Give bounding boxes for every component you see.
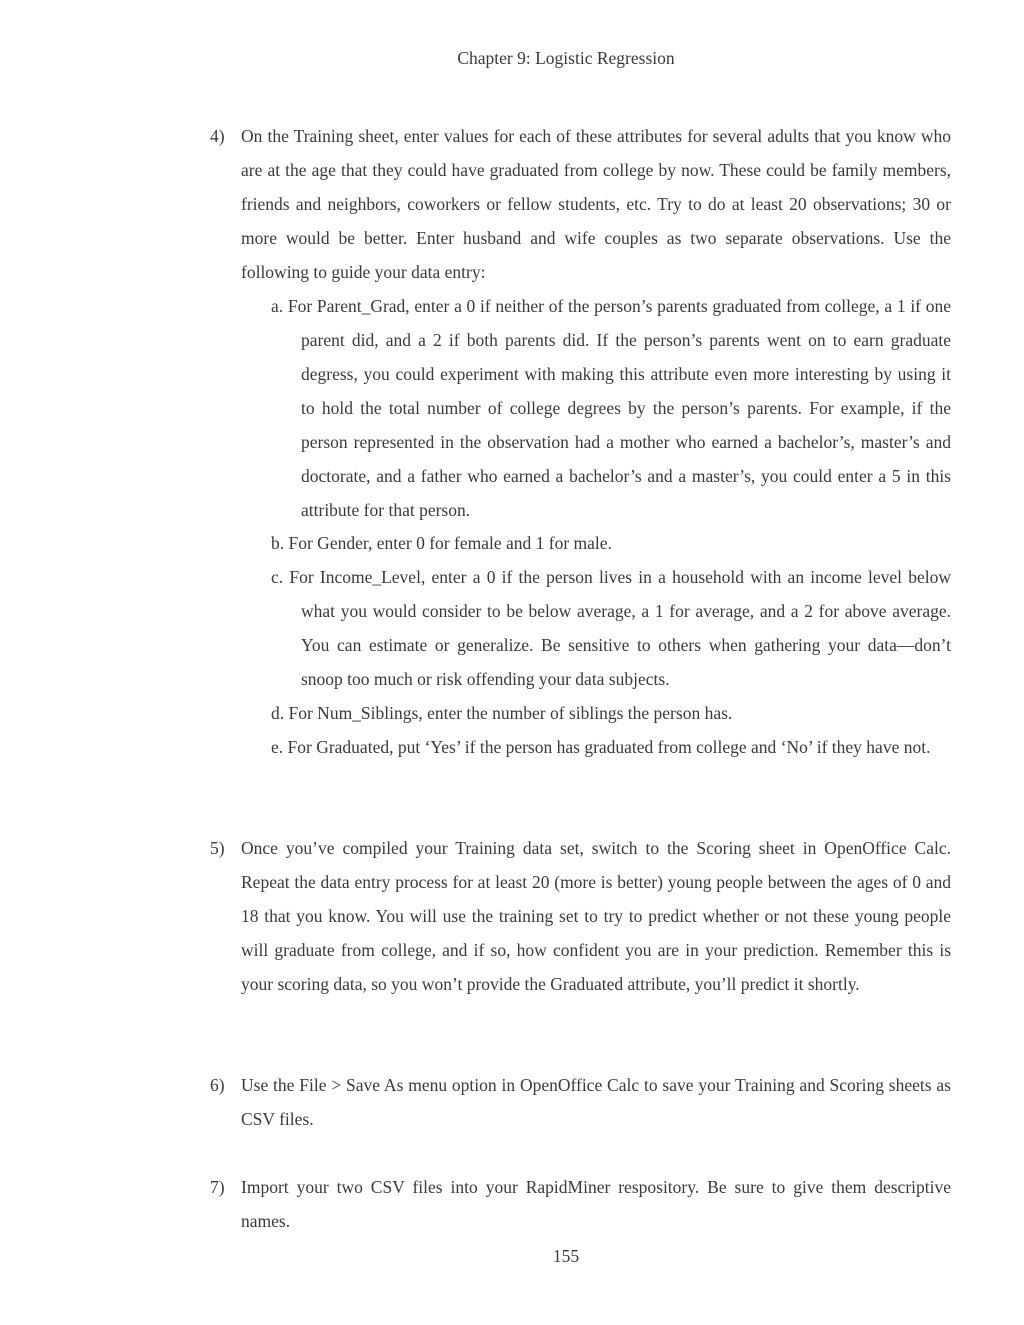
item-7-text: Import your two CSV files into your RapidMiner respository. Be sure to give them descriptive names. <box>241 1177 951 1231</box>
page-number: 155 <box>552 1246 580 1266</box>
item-number: 6) <box>210 1075 225 1095</box>
subitem-b: b. For Gender, enter 0 for female and 1 for male. <box>271 533 612 553</box>
item-6-text: Use the File > Save As menu option in OpenOffice Calc to save your Training and Scoring sheets as CSV files. <box>241 1075 951 1129</box>
running-header: Chapter 9: Logistic Regression <box>457 48 675 68</box>
item-number: 7) <box>210 1177 225 1197</box>
item-4-text: On the Training sheet, enter values for each of these attributes for several adults that you know who are at the age that they could have graduated from college by now. These could be family members, friends and neighbors, coworkers or fellow students, etc. Try to do at least 20 observations; 30 or more would be better. Enter husband and wife couples as two separate observations. Use the following to guide your data entry: <box>241 126 951 282</box>
subitem-a: a. For Parent_Grad, enter a 0 if neither of the person’s parents graduated from college, a 1 if one parent did, and a 2 if both parents did. If the person’s parents went on to earn graduate degress, you could experiment with making this attribute even more interesting by using it to hold the total number of college degrees by the person’s parents. For example, if the person represented in the observation had a mother who earned a bachelor’s, master’s and doctorate, and a father who earned a bachelor’s and a master’s, you could enter a 5 in this attribute for that person. <box>271 296 951 520</box>
subitem-d: d. For Num_Siblings, enter the number of siblings the person has. <box>271 703 733 723</box>
item-number: 5) <box>210 838 225 858</box>
subitem-c: c. For Income_Level, enter a 0 if the person lives in a household with an income level below what you would consider to be below average, a 1 for average, and a 2 for above average. You can estimate or generalize. Be sensitive to others when gathering your data—don’t snoop too much or risk offending your data subjects. <box>271 567 951 689</box>
item-5-text: Once you’ve compiled your Training data set, switch to the Scoring sheet in OpenOffice Calc. Repeat the data entry process for at least 20 (more is better) young people between the ages of 0 and 18 that you know. You will use the training set to try to predict whether or not these young people will graduate from college, and if so, how confident you are in your prediction. Remember this is your scoring data, so you won’t provide the Graduated attribute, you’ll predict it shortly. <box>241 838 951 994</box>
item-number: 4) <box>210 126 225 146</box>
subitem-e: e. For Graduated, put ‘Yes’ if the person has graduated from college and ‘No’ if they have not. <box>271 737 931 757</box>
